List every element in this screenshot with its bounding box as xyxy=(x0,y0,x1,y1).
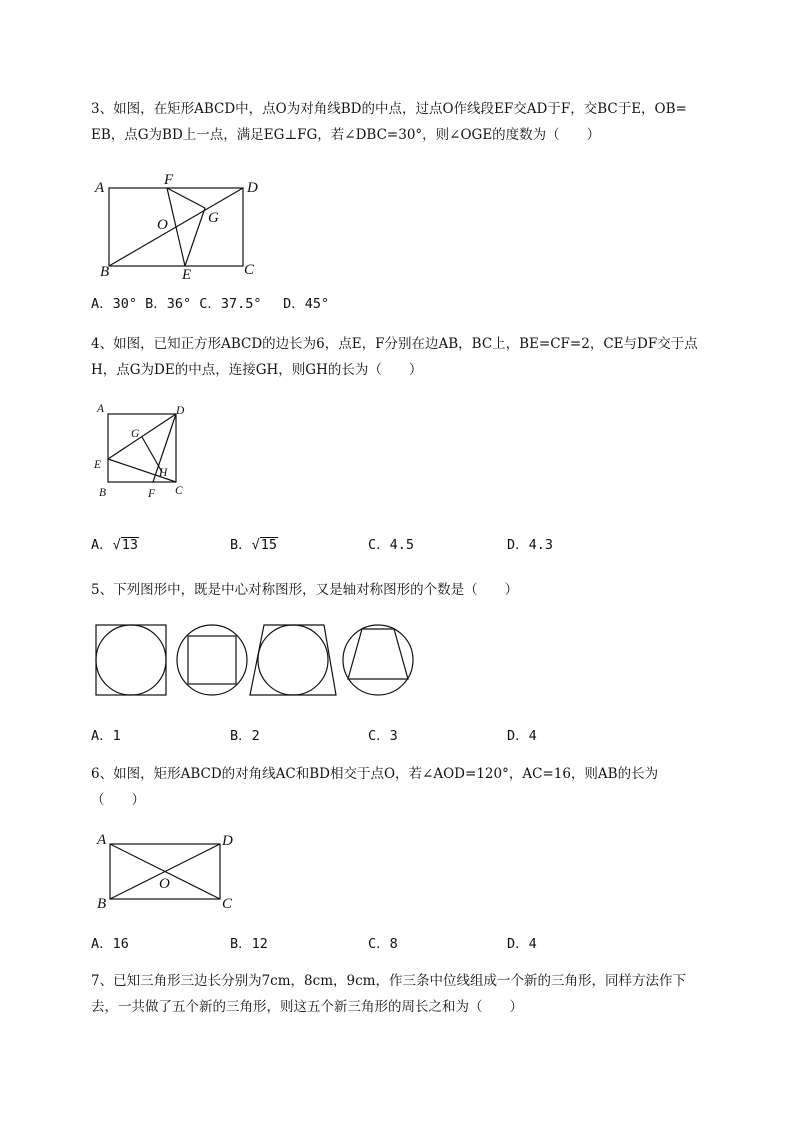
q6-option-b: B．12 xyxy=(230,936,268,952)
q6-label-o: O xyxy=(159,876,170,892)
q4-label-b: B xyxy=(99,487,107,499)
q4-option-b-prefix: B． xyxy=(230,537,252,553)
q3-text-line1: 3、如图，在矩形ABCD中，点O为对角线BD的中点，过点O作线段EF交AD于F，交BC于E，OB= xyxy=(91,101,687,117)
q4-label-c: C xyxy=(175,485,183,497)
q6-option-a: A．16 xyxy=(91,936,129,952)
q4-option-a: A．√13 xyxy=(91,537,139,553)
q6-label-d: D xyxy=(222,833,233,849)
q6-label-b: B xyxy=(97,896,107,912)
q6-figure xyxy=(92,828,242,913)
q4-option-b-radicand: 15 xyxy=(260,537,278,553)
q4-label-h: H xyxy=(159,467,168,479)
q3-label-d: D xyxy=(247,180,258,196)
q5-option-a: A．1 xyxy=(91,728,121,744)
q4-option-a-prefix: A． xyxy=(91,537,113,553)
q4-label-d: D xyxy=(176,405,185,417)
q6-label-c: C xyxy=(222,896,233,912)
q3-label-g: G xyxy=(208,210,219,226)
q3-segment-ef xyxy=(167,188,185,266)
q4-label-a: A xyxy=(97,403,105,415)
q5-option-b: B．2 xyxy=(230,728,260,744)
q3-segment-fg xyxy=(167,188,205,208)
q4-text-line1: 4、如图，已知正方形ABCD的边长为6，点E，F分别在边AB，BC上，BE=CF=2，CE与DF交于点 xyxy=(91,336,698,352)
q3-label-f: F xyxy=(164,172,174,188)
q5-square-with-circle xyxy=(96,625,166,695)
q7-text-line1: 7、已知三角形三边长分别为7cm，8cm，9cm，作三条中位线组成一个新的三角形，同样方法作下 xyxy=(91,973,686,989)
q4-text-line2: H，点G为DE的中点，连接GH，则GH的长为（ ） xyxy=(91,362,423,378)
q6-text-line2: （ ） xyxy=(91,792,145,808)
q4-label-e: E xyxy=(94,459,102,471)
q6-label-a: A xyxy=(97,832,107,848)
q5-option-c: C．3 xyxy=(368,728,398,744)
q6-option-d: D．4 xyxy=(507,936,537,952)
q3-figure xyxy=(92,170,262,282)
q5-circle-with-trapezoid xyxy=(343,625,413,695)
q3-label-e: E xyxy=(182,267,192,282)
q5-circle-with-square xyxy=(177,625,247,695)
q5-figures xyxy=(92,620,422,700)
q6-option-c: C．8 xyxy=(368,936,398,952)
q3-options: A．30° B．36° C．37.5° D．45° xyxy=(91,296,330,312)
q4-option-a-radicand: 13 xyxy=(121,537,139,553)
q5-trapezoid-with-circle xyxy=(250,625,336,695)
q5-option-d: D．4 xyxy=(507,728,537,744)
q4-option-b: B．√15 xyxy=(230,537,278,553)
q3-label-c: C xyxy=(244,262,255,278)
q3-label-b: B xyxy=(100,264,110,280)
q3-segment-eg xyxy=(185,208,205,266)
q3-label-o: O xyxy=(157,217,168,233)
q4-label-g: G xyxy=(131,428,140,440)
q4-figure xyxy=(92,400,192,500)
q3-label-a: A xyxy=(95,180,105,196)
q6-text-line1: 6、如图，矩形ABCD的对角线AC和BD相交于点O，若∠AOD=120°，AC=16，则AB的长为 xyxy=(91,766,659,782)
q4-segment-de xyxy=(108,414,176,459)
q5-text-line1: 5、下列图形中，既是中心对称图形，又是轴对称图形的个数是（ ） xyxy=(91,582,519,598)
q3-text-line2: EB，点G为BD上一点，满足EG⊥FG，若∠DBC=30°，则∠OGE的度数为（ ） xyxy=(91,127,601,143)
q4-option-c: C．4.5 xyxy=(368,537,415,553)
q4-label-f: F xyxy=(148,488,156,500)
q4-option-d: D．4.3 xyxy=(507,537,554,553)
q7-text-line2: 去，一共做了五个新的三角形，则这五个新三角形的周长之和为（ ） xyxy=(91,999,523,1015)
